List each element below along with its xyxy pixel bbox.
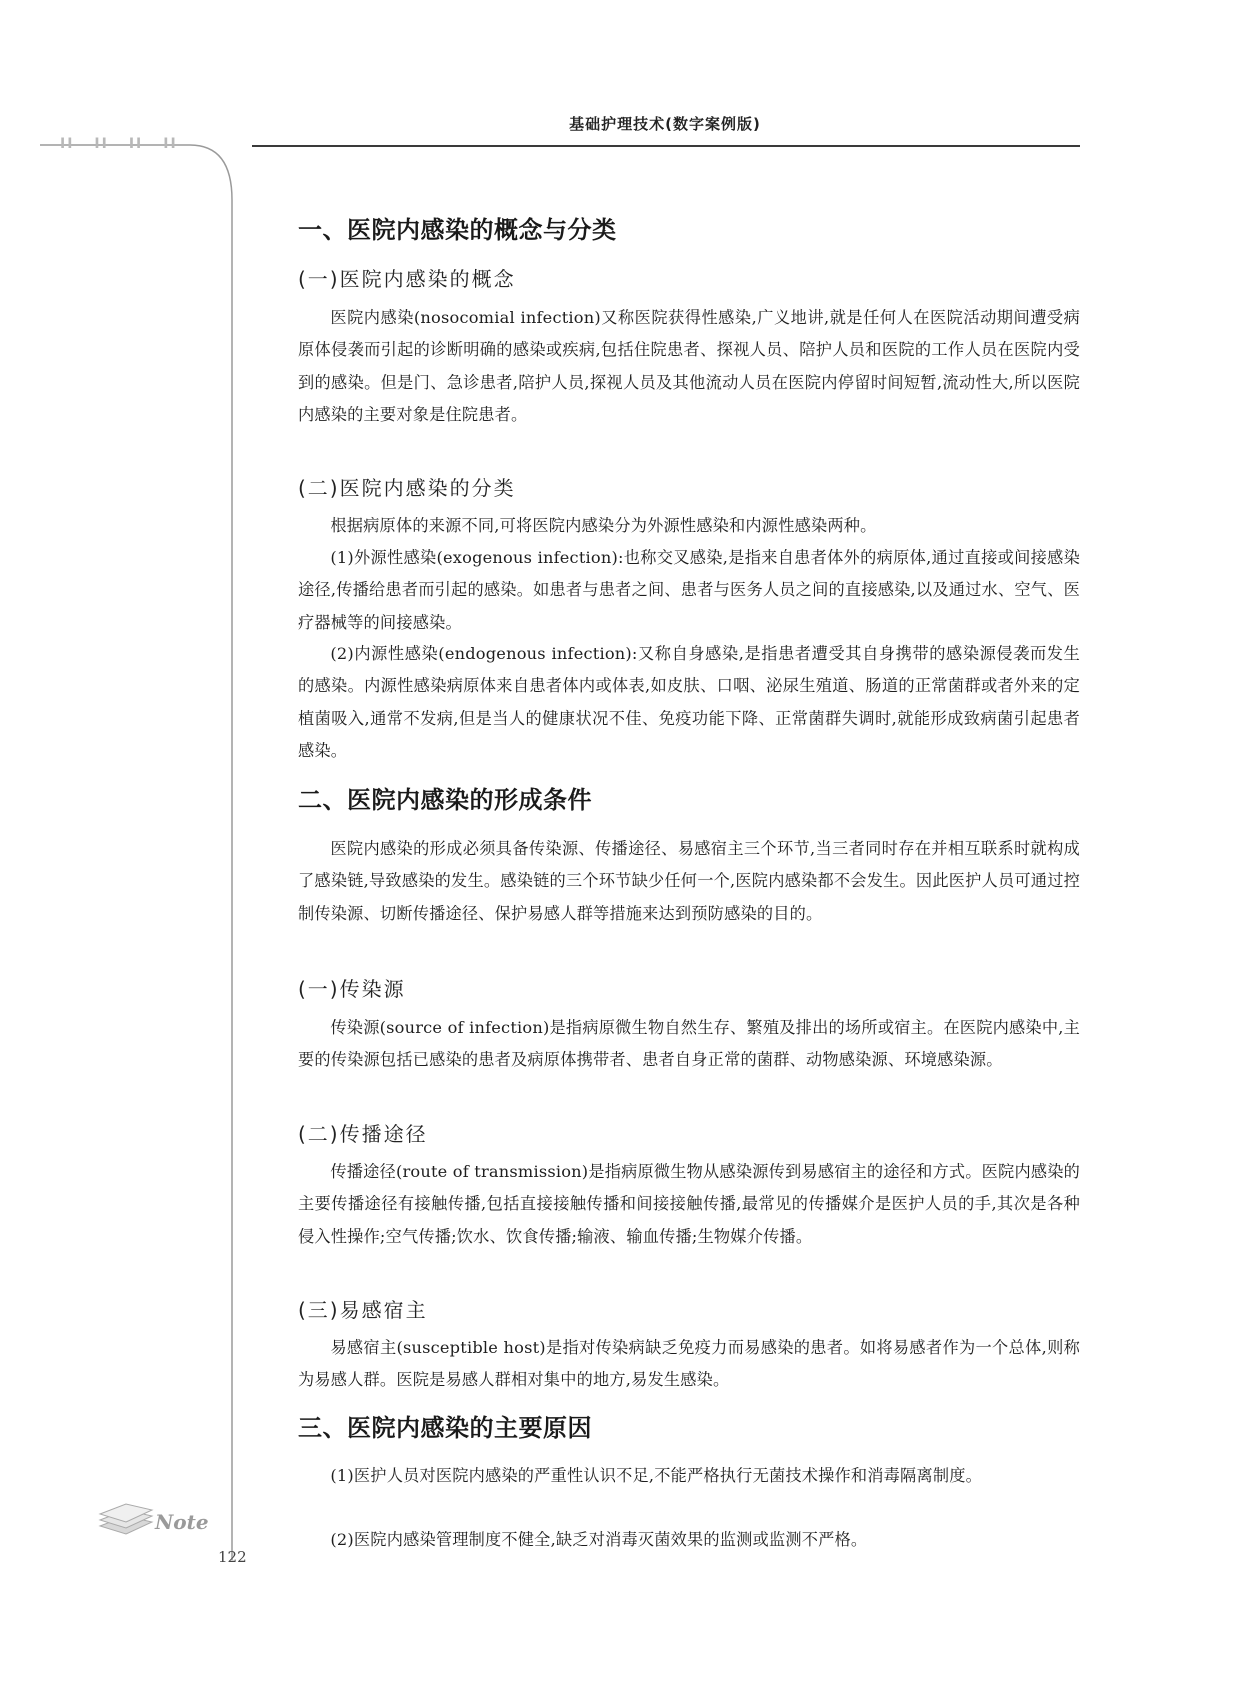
paragraph: (1)医护人员对医院内感染的严重性认识不足,不能严格执行无菌技术操作和消毒隔离制度。 — [330, 1466, 982, 1485]
paragraph: 传播途径(route of transmission)是指病原微生物从感染源传到易感宿主的途径和方式。医院内感染的主要传播途径有接触传播,包括直接接触传播和间接接触传播,最常见的传播媒介是医护人员的手,其次是各种侵入性操作;空气传播;饮水、饮食传播;输液、输血传播;生物媒介传播。 — [298, 1162, 1080, 1246]
paragraph: 医院内感染(nosocomial infection)又称医院获得性感染,广义地讲,就是任何人在医院活动期间遭受病原体侵袭而引起的诊断明确的感染或疾病,包括住院患者、探视人员、陪护人员和医院的工作人员在医院内受到的感染。但是门、急诊患者,陪护人员,探视人员及其他流动人员在医院内停留时间短暂,流动性大,所以医院内感染的主要对象是住院患者。 — [298, 308, 1080, 425]
tick-mark: II — [163, 136, 178, 152]
tick-mark: II — [94, 136, 109, 152]
paragraph: 传染源(source of infection)是指病原微生物自然生存、繁殖及排出的场所或宿主。在医院内感染中,主要的传染源包括已感染的患者及病原体携带者、患者自身正常的菌群、动物感染源、环境感染源。 — [298, 1018, 1080, 1070]
tick-mark: II — [128, 136, 144, 152]
subsection-heading: (三)易感宿主 — [298, 1298, 428, 1322]
paragraph: 易感宿主(susceptible host)是指对传染病缺乏免疫力而易感染的患者。如将易感者作为一个总体,则称为易感人群。医院是易感人群相对集中的地方,易发生感染。 — [298, 1338, 1080, 1390]
margin-tick-marks — [60, 136, 198, 152]
header-rule — [252, 145, 1080, 147]
subsection-heading: (二)医院内感染的分类 — [298, 476, 516, 500]
paragraph: (1)外源性感染(exogenous infection):也称交叉感染,是指来自患者体外的病原体,通过直接或间接感染途径,传播给患者而引起的感染。如患者与患者之间、患者与医务人员之间的直接感染,以及通过水、空气、医疗器械等的间接感染。 — [298, 548, 1080, 632]
subsection-heading: (一)传染源 — [298, 977, 406, 1001]
margin-curve-decoration — [0, 0, 260, 1600]
section-heading: 二、医院内感染的形成条件 — [298, 786, 592, 814]
note-label: Note — [155, 1510, 209, 1534]
section-heading: 一、医院内感染的概念与分类 — [298, 216, 617, 244]
book-icon — [96, 1498, 156, 1538]
page-number: 122 — [218, 1548, 247, 1566]
running-header-title: 基础护理技术(数字案例版) — [569, 115, 761, 133]
subsection-heading: (一)医院内感染的概念 — [298, 267, 516, 291]
section-heading: 三、医院内感染的主要原因 — [298, 1414, 592, 1442]
paragraph: 医院内感染的形成必须具备传染源、传播途径、易感宿主三个环节,当三者同时存在并相互联系时就构成了感染链,导致感染的发生。感染链的三个环节缺少任何一个,医院内感染都不会发生。因此医护人员可通过控制传染源、切断传播途径、保护易感人群等措施来达到预防感染的目的。 — [298, 839, 1080, 923]
paragraph: (2)医院内感染管理制度不健全,缺乏对消毒灭菌效果的监测或监测不严格。 — [330, 1530, 868, 1549]
paragraph: (2)内源性感染(endogenous infection):又称自身感染,是指患者遭受其自身携带的感染源侵袭而发生的感染。内源性感染病原体来自患者体内或体表,如皮肤、口咽、泌尿生殖道、肠道的正常菌群或者外来的定植菌吸入,通常不发病,但是当人的健康状况不佳、免疫功能下降、正常菌群失调时,就能形成致病菌引起患者感染。 — [298, 644, 1080, 761]
tick-mark: II — [60, 136, 75, 152]
paragraph: 根据病原体的来源不同,可将医院内感染分为外源性感染和内源性感染两种。 — [330, 516, 877, 535]
subsection-heading: (二)传播途径 — [298, 1122, 428, 1146]
